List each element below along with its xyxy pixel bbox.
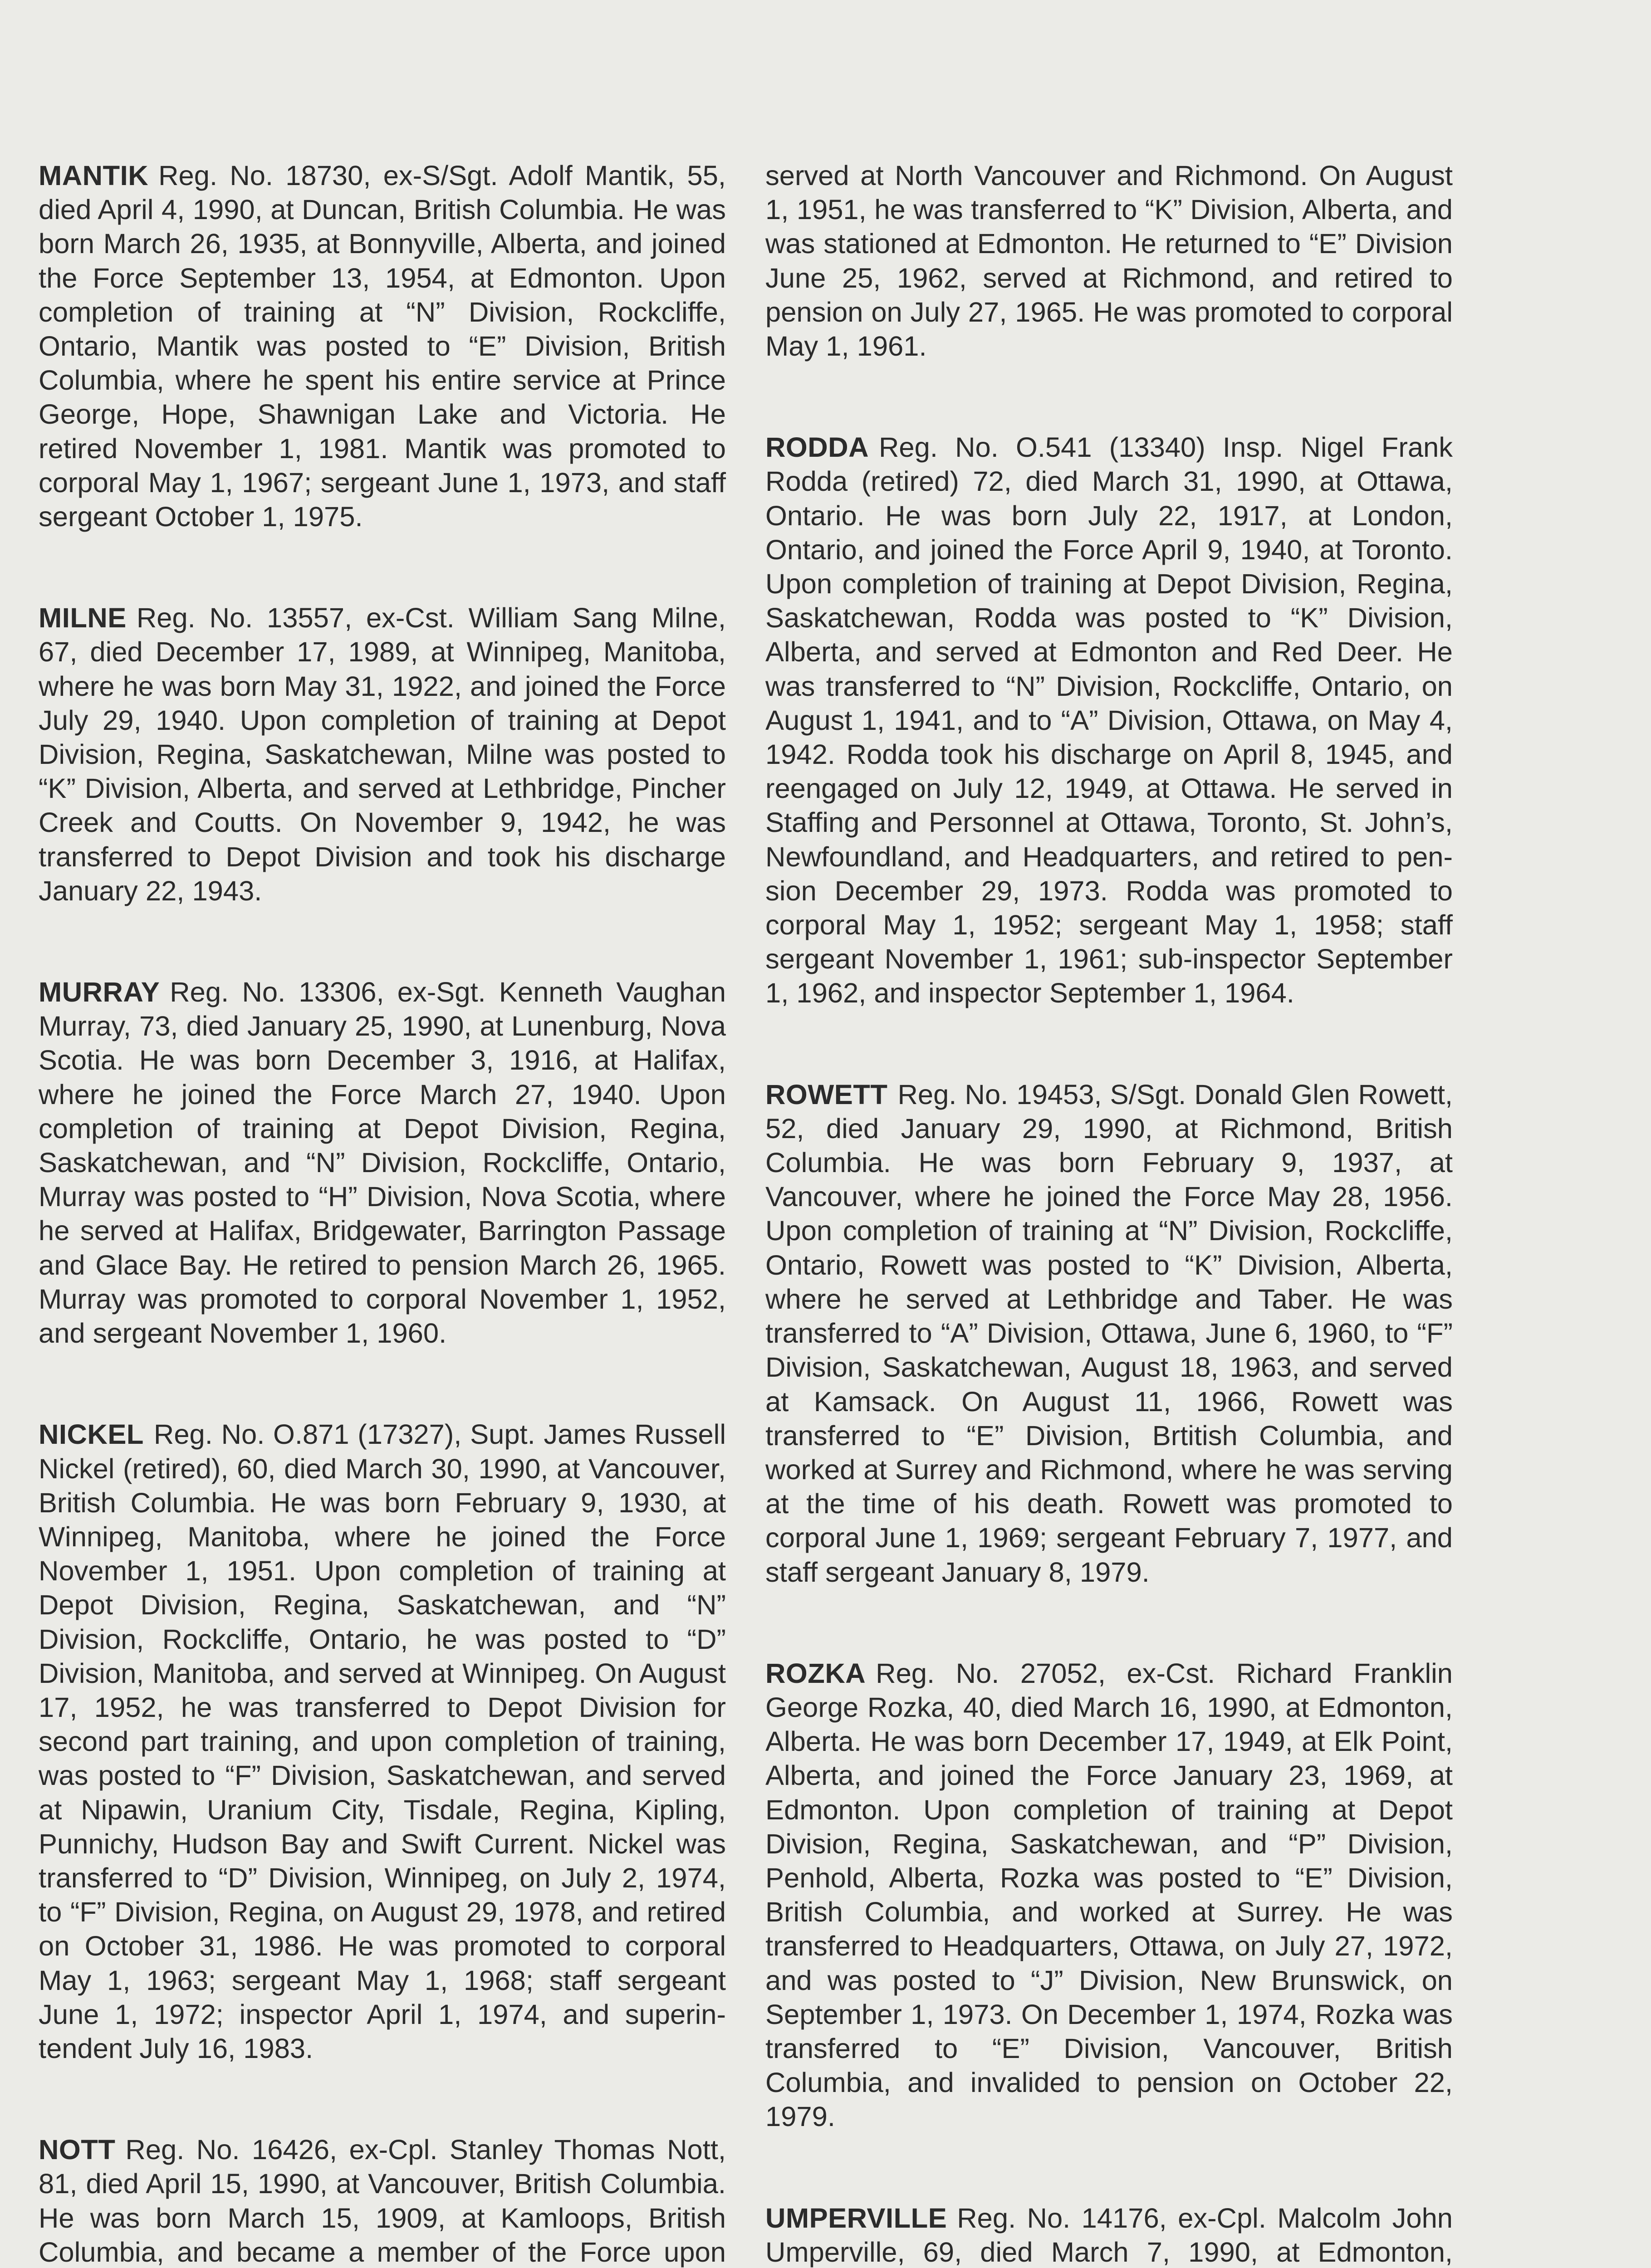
obituary-entry — [765, 2201, 1453, 2268]
obituary-text: Reg. No. 13306, ex-Sgt. Kenneth Vaughan Murray, 73, died January 25, 1990, at Lunenburg, Nova Scotia. He was born December 3, 1916, at Halifax, where he joined the Force March 27, 1940. Upon completion of training at Depot Division, Regina, Saskatchewan, and “N” Division, Rockcliffe, Ontario, Murray was posted to “H” Division, Nova Scotia, where he served at Halifax, Bridgewater, Barrington Passage and Glace Bay. He retired to pension March 26, 1965. Murray was promoted to corporal November 1, 1952, and sergeant November 1, 1960. — [39, 977, 726, 1349]
obituary-entry — [39, 975, 726, 1350]
obituary-text: Reg. No. 18730, ex-S/Sgt. Adolf Mantik, 55, died April 4, 1990, at Duncan, British Columbia. He was born March 26, 1935, at Bonnyville, Alberta, and joined the Force September 13, 1954, at Edmonton. Upon completion of training at “N” Division, Rockcliffe, Ontario, Mantik was posted to “E” Division, British Columbia, where he spent his entire service at Prince George, Hope, Shawnigan Lake and Victoria. He retired November 1, 1981. Mantik was promoted to corporal May 1, 1967; sergeant June 1, 1973, and staff sergeant October 1, 1975. — [39, 160, 726, 533]
obituary-entry — [39, 159, 726, 534]
obituary-entry — [39, 2133, 726, 2268]
obituary-entry — [765, 1657, 1453, 2134]
obituary-continuation — [765, 159, 1453, 363]
obituary-text: served at North Vancouver and Richmond. On August 1, 1951, he was transferred to “K” Division, Alberta, and was stationed at Edmonton. He returned to “E” Division June 25, 1962, served at Richmond, and retired to pension on July 27, 1965. He was promoted to corporal May 1, 1961. — [765, 160, 1453, 362]
obituary-surname: ROWETT — [765, 1079, 888, 1110]
obituary-surname: MURRAY — [39, 977, 160, 1008]
obituary-text: Reg. No. 19453, S/Sgt. Donald Glen Rowett, 52, died January 29, 1990, at Richmond, British Columbia. He was born February 9, 1937, at Vancouver, where he joined the Force May 28, 1956. Upon completion of training at “N” Division, Rockcliffe, Ontario, Rowett was posted to “K” Division, Alberta, where he served at Lethbridge and Taber. He was transferred to “A” Division, Ottawa, June 6, 1960, to “F” Division, Saskatchewan, August 18, 1963, and served at Kamsack. On August 11, 1966, Rowett was transferred to “E” Division, Brtitish Columbia, and worked at Surrey and Richmond, where he was serving at the time of his death. Rowett was promoted to corporal June 1, 1969; sergeant February 7, 1977, and staff sergeant January 8, 1979. — [765, 1079, 1453, 1588]
obituary-surname: NOTT — [39, 2134, 116, 2166]
obituary-entry — [39, 1418, 726, 2066]
obituary-text: Reg. No. 13557, ex-Cst. William Sang Milne, 67, died December 17, 1989, at Winnipeg, Manitoba, where he was born May 31, 1922, and joined the Force July 29, 1940. Upon completion of training at Depot Division, Regina, Saskatchewan, Milne was posted to “K” Division, Alberta, and served at Lethbridge, Pincher Creek and Coutts. On November 9, 1942, he was transferred to Depot Division and took his discharge January 22, 1943. — [39, 602, 726, 907]
obituary-surname: ROZKA — [765, 1657, 866, 1689]
obituary-entry — [765, 1078, 1453, 1589]
obituary-surname: UMPERVILLE — [765, 2202, 947, 2234]
obituary-entry — [39, 601, 726, 908]
obituary-entry — [765, 430, 1453, 1010]
obituary-surname: NICKEL — [39, 1419, 144, 1451]
obituary-text: Reg. No. O.541 (13340) Insp. Nigel Frank Rodda (retired) 72, died March 31, 1990, at Ottawa, Ontario. He was born July 22, 1917, at London, Ontario, and joined the Force April 9, 1940, at Toronto. Upon completion of training at Depot Division, Regina, Saskatchewan, Rodda was posted to “K” Division, Alberta, and served at Edmonton and Red Deer. He was transferred to “N” Division, Rockcliffe, Ontario, on August 1, 1941, and to “A” Division, Ottawa, on May 4, 1942. Rodda took his discharge on April 8, 1945, and reengaged on July 12, 1949, at Ottawa. He served in Staffing and Personnel at Ottawa, Toronto, St. John’s, Newfoundland, and Headquarters, and retired to pension December 29, 1973. Rodda was promoted to corporal May 1, 1952; sergeant May 1, 1958; staff sergeant November 1, 1961; sub-inspector September 1, 1962, and inspector September 1, 1964. — [765, 432, 1453, 1009]
obituary-text: Reg. No. O.871 (17327), Supt. James Russell Nickel (retired), 60, died March 30, 1990, at Vancouver, British Columbia. He was born February 9, 1930, at Winnipeg, Manitoba, where he joined the Force November 1, 1951. Upon completion of training at Depot Division, Regina, Saskatchewan, and “N” Division, Rockcliffe, Ontario, he was posted to “D” Division, Manitoba, and served at Winnipeg. On August 17, 1952, he was transferred to Depot Division for second part training, and upon completion of training, was posted to “F” Division, Saskatchewan, and served at Nipawin, Uranium City, Tisdale, Regina, Kipling, Punnichy, Hudson Bay and Swift Current. Nickel was transferred to “D” Division, Winnipeg, on July 2, 1974, to “F” Division, Regina, on August 29, 1978, and retired on October 31, 1986. He was promoted to corporal May 1, 1963; sergeant May 1, 1968; staff sergeant June 1, 1972; inspector April 1, 1974, and superintendent July 16, 1983. — [39, 1419, 726, 2064]
obituary-surname: RODDA — [765, 432, 869, 464]
obituary-text: Reg. No. 16426, ex-Cpl. Stanley Thomas Nott, 81, died April 15, 1990, at Vancouver, British Columbia. He was born March 15, 1909, at Kamloops, British Columbia, and became a member of the Force upon — [39, 2134, 726, 2268]
obituary-surname: MILNE — [39, 602, 127, 634]
left-column — [39, 159, 726, 2268]
obituary-text: Reg. No. 27052, ex-Cst. Richard Franklin George Rozka, 40, died March 16, 1990, at Edmonton, Alberta. He was born December 17, 1949, at Elk Point, Alberta, and joined the Force January 23, 1969, at Edmonton. Upon completion of training at Depot Division, Regina, Saskatchewan, and “P” Division, Penhold, Alberta, Rozka was posted to “E” Division, British Columbia, and worked at Surrey. He was transferred to Headquarters, Ottawa, on July 27, 1972, and was posted to “J” Division, New Brunswick, on September 1, 1973. On December 1, 1974, Rozka was transferred to “E” Division, Vancouver, British Columbia, and invalided to pension on October 22, 1979. — [765, 1657, 1453, 2133]
right-column — [765, 159, 1453, 2268]
obituary-surname: MANTIK — [39, 160, 149, 191]
obituary-text: Reg. No. 14176, ex-Cpl. Malcolm John Umperville, 69, died March 7, 1990, at Edmonton, — [765, 2202, 1453, 2268]
